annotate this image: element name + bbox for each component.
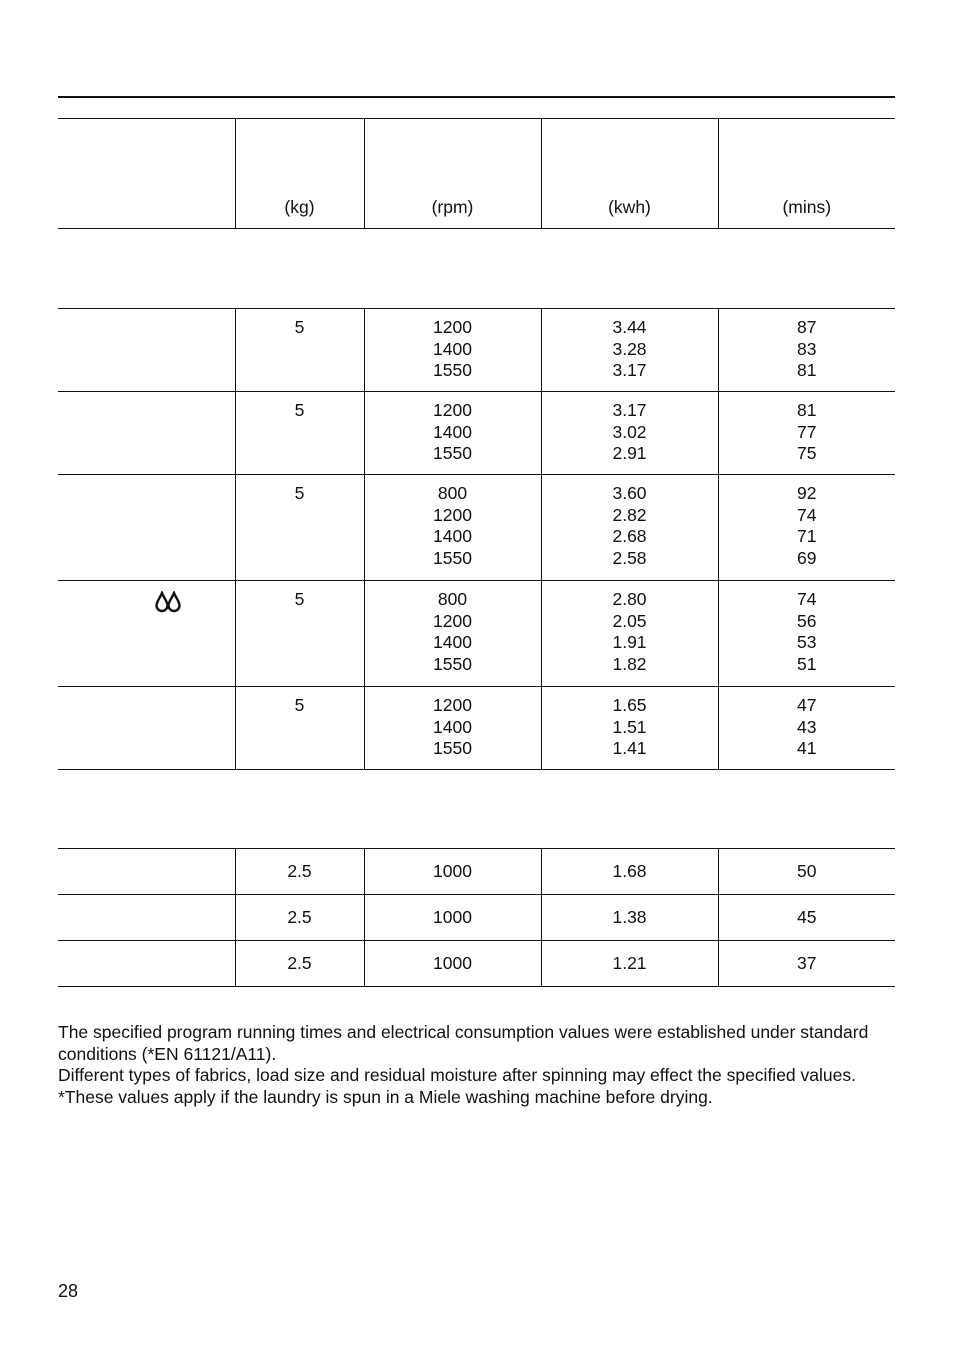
program-cell: [58, 475, 235, 581]
program-cell: [58, 941, 235, 987]
table-row: [58, 581, 895, 687]
rpm-cell: 1000: [364, 895, 541, 941]
load-cell: 2.5: [235, 895, 364, 941]
mins-cell: [718, 475, 895, 581]
rpm-value: 1200: [433, 695, 472, 715]
kwh-value: 1.65: [612, 695, 647, 715]
mins-value: 53: [797, 632, 817, 653]
program-cell: [58, 687, 235, 770]
kwh-cell: [541, 392, 718, 475]
table-row: [58, 475, 895, 581]
rpm-value: 1200: [433, 610, 472, 631]
two-drops-icon: [155, 591, 181, 613]
rpm-cell: 1000: [364, 849, 541, 895]
program-cell: [58, 392, 235, 475]
consumption-table: [58, 118, 895, 987]
mins-value: 56: [797, 610, 817, 631]
table-row: [58, 687, 895, 770]
table-row: [58, 392, 895, 475]
load-cell: 5: [235, 392, 364, 475]
rpm-cell: [364, 309, 541, 392]
header-program: [58, 119, 235, 229]
table-row: [58, 309, 895, 392]
mins-value: 75: [797, 443, 817, 464]
kwh-value: 1.82: [612, 653, 647, 674]
rpm-value: 1400: [433, 632, 472, 653]
program-cell: [58, 895, 235, 941]
rpm-value: 1400: [433, 716, 472, 737]
rpm-value: 1550: [433, 443, 472, 464]
page-number: 28: [58, 1281, 79, 1301]
rpm-value: 1550: [433, 360, 472, 381]
mins-value: 74: [797, 504, 817, 525]
rpm-cell: [364, 687, 541, 770]
kwh-value: 3.44: [612, 317, 647, 337]
table-row: [58, 941, 895, 987]
rpm-value: 1400: [433, 421, 472, 442]
kwh-cell: [541, 581, 718, 687]
mins-value: 77: [797, 421, 817, 442]
rpm-value: 1200: [433, 317, 472, 337]
mins-value: 43: [797, 716, 817, 737]
mins-value: 81: [797, 360, 817, 381]
table-row: [58, 849, 895, 895]
rpm-cell: 1000: [364, 941, 541, 987]
program-cell: [58, 581, 235, 687]
rpm-value: 1400: [433, 338, 472, 359]
kwh-cell: 1.38: [541, 895, 718, 941]
header-load: (kg): [235, 119, 364, 229]
kwh-value: 2.58: [612, 547, 647, 568]
mins-value: 92: [797, 483, 817, 503]
table-row: [58, 895, 895, 941]
kwh-value: 1.41: [612, 738, 647, 759]
footnotes: [58, 1022, 898, 1109]
kwh-value: 1.91: [612, 632, 647, 653]
load-cell: 2.5: [235, 941, 364, 987]
kwh-value: 2.68: [612, 526, 647, 547]
kwh-value: 2.80: [612, 589, 647, 609]
kwh-value: 3.28: [612, 338, 647, 359]
kwh-value: 3.17: [612, 400, 647, 420]
mins-cell: [718, 581, 895, 687]
kwh-value: 2.91: [612, 443, 647, 464]
rpm-value: 1550: [433, 653, 472, 674]
mins-value: 83: [797, 338, 817, 359]
mins-value: 81: [797, 400, 817, 420]
kwh-cell: [541, 687, 718, 770]
kwh-value: 3.02: [612, 421, 647, 442]
kwh-cell: [541, 475, 718, 581]
kwh-cell: 1.68: [541, 849, 718, 895]
rpm-value: 1550: [433, 738, 472, 759]
kwh-value: 2.82: [612, 504, 647, 525]
mins-value: 71: [797, 526, 817, 547]
mins-cell: 45: [718, 895, 895, 941]
load-cell: 2.5: [235, 849, 364, 895]
mins-cell: 50: [718, 849, 895, 895]
rpm-value: 1200: [433, 504, 472, 525]
load-cell: 5: [235, 475, 364, 581]
mins-cell: 37: [718, 941, 895, 987]
header-spin-speed: (rpm): [364, 119, 541, 229]
rpm-value: 1550: [433, 547, 472, 568]
load-cell: 5: [235, 309, 364, 392]
kwh-cell: [541, 309, 718, 392]
mins-value: 87: [797, 317, 817, 337]
rpm-value: 800: [437, 483, 468, 503]
kwh-value: 1.51: [612, 716, 647, 737]
mins-value: 41: [797, 738, 817, 759]
mins-value: 74: [797, 589, 817, 609]
mins-value: 51: [797, 653, 817, 674]
mins-cell: [718, 392, 895, 475]
rpm-value: 1400: [433, 526, 472, 547]
note-variation: Different types of fabrics, load size and residual moisture after spinning may effect the specified values.: [58, 1065, 856, 1086]
section-gap: [58, 229, 895, 309]
kwh-value: 3.17: [612, 360, 647, 381]
kwh-cell: 1.21: [541, 941, 718, 987]
program-cell: [58, 309, 235, 392]
note-spun-miele: *These values apply if the laundry is spun in a Miele washing machine before drying.: [58, 1087, 713, 1108]
rpm-cell: [364, 581, 541, 687]
load-cell: 5: [235, 581, 364, 687]
mins-cell: [718, 309, 895, 392]
top-rule: [58, 96, 895, 98]
kwh-value: 2.05: [612, 610, 647, 631]
rpm-value: 800: [437, 589, 468, 609]
header-duration: (mins): [718, 119, 895, 229]
program-cell: [58, 849, 235, 895]
load-cell: 5: [235, 687, 364, 770]
section-gap: [58, 770, 895, 849]
rpm-cell: [364, 475, 541, 581]
kwh-value: 3.60: [612, 483, 647, 503]
mins-value: 69: [797, 547, 817, 568]
note-standard-conditions: The specified program running times and electrical consumption values were established under standard conditions (*EN 61121/A11).: [58, 1022, 869, 1064]
mins-cell: [718, 687, 895, 770]
table-header-row: [58, 119, 895, 229]
header-energy: (kwh): [541, 119, 718, 229]
rpm-cell: [364, 392, 541, 475]
rpm-value: 1200: [433, 400, 472, 420]
mins-value: 47: [797, 695, 817, 715]
